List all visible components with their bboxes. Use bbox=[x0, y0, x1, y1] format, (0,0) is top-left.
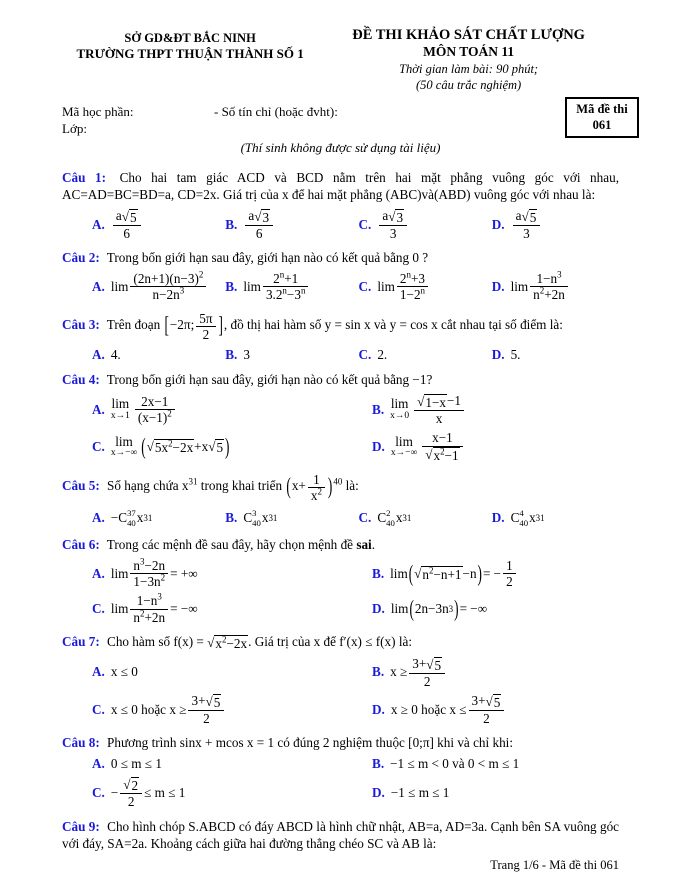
question-text: Trong các mệnh đề sau đây, hãy chọn mệnh đề sai. bbox=[106, 536, 376, 552]
option-letter: B. bbox=[372, 565, 385, 581]
option-letter: C. bbox=[358, 509, 372, 525]
option-letter: A. bbox=[92, 346, 105, 362]
option-letter: B. bbox=[372, 664, 385, 680]
option-b bbox=[225, 206, 352, 243]
option-content: 2. bbox=[377, 346, 388, 362]
option-content: a √ 3 6 bbox=[243, 208, 275, 241]
option-letter: D. bbox=[491, 346, 505, 362]
question-label: Câu 4: bbox=[62, 371, 100, 387]
options bbox=[62, 269, 619, 304]
option-letter: A. bbox=[92, 509, 105, 525]
question-label: Câu 2: bbox=[62, 250, 100, 266]
option-c bbox=[359, 269, 486, 304]
option-letter: D. bbox=[491, 216, 505, 232]
option-d bbox=[372, 774, 625, 811]
option-letter: A. bbox=[92, 278, 105, 294]
option-b bbox=[372, 391, 625, 428]
option-content: 4. bbox=[110, 346, 121, 362]
option-content: lim x→0 √ 1−x −1 x bbox=[390, 393, 466, 426]
question-text: Trên đoạn [−2π; $\frac{5\pi}{2}$ ], đồ thị hai hàm số y = sin x và y = cos x cắt nhau tại số điểm là: bbox=[106, 310, 563, 342]
option-content: −1 ≤ m < 0 và 0 < m ≤ 1 bbox=[390, 756, 520, 772]
meta-section bbox=[62, 103, 619, 138]
options bbox=[62, 345, 619, 365]
option-d bbox=[492, 269, 619, 304]
question-paragraph bbox=[62, 169, 619, 203]
option-c bbox=[359, 345, 486, 365]
option-b bbox=[372, 754, 625, 774]
option-content: lim x→1 2x−1 $(x-1)^2$ bbox=[111, 394, 177, 425]
course-code-label: Mã học phần: bbox=[62, 103, 134, 119]
option-letter: A. bbox=[92, 664, 105, 680]
options bbox=[62, 391, 619, 465]
option-letter: D. bbox=[372, 785, 385, 801]
option-d bbox=[492, 206, 619, 243]
option-c bbox=[359, 506, 486, 530]
department-name: SỞ GD&ĐT BẮC NINH bbox=[124, 31, 256, 45]
option-letter: D. bbox=[372, 701, 385, 717]
option-a bbox=[92, 654, 366, 691]
question-5 bbox=[62, 472, 619, 530]
option-letter: A. bbox=[92, 756, 105, 772]
question-label: Câu 8: bbox=[62, 735, 100, 751]
option-a bbox=[92, 506, 219, 530]
question-4 bbox=[62, 371, 619, 466]
questions bbox=[62, 169, 619, 858]
options bbox=[62, 754, 619, 811]
question-paragraph bbox=[62, 536, 619, 553]
option-content: x ≤ 0 bbox=[110, 664, 138, 680]
school-name: TRƯỜNG THPT THUẬN THÀNH SỐ 1 bbox=[76, 46, 304, 62]
question-count-note: (50 câu trắc nghiệm) bbox=[416, 78, 522, 93]
option-content: C 4 40 x 31 bbox=[510, 507, 545, 528]
option-letter: C. bbox=[358, 346, 372, 362]
option-letter: C. bbox=[358, 216, 372, 232]
option-content: lim x→−∞ ( √ $5x^2-2x$ +x √ 5 ) bbox=[110, 432, 230, 460]
question-label: Câu 1: bbox=[62, 169, 106, 185]
option-c bbox=[92, 428, 366, 465]
option-content: C 2 40 x 31 bbox=[377, 507, 412, 528]
option-content: − √ 2 2 ≤ m ≤ 1 bbox=[110, 777, 186, 810]
option-b bbox=[225, 345, 352, 365]
option-d bbox=[492, 345, 619, 365]
question-label: Câu 3: bbox=[62, 317, 100, 333]
option-letter: C. bbox=[92, 701, 105, 717]
options bbox=[62, 206, 619, 243]
option-letter: D. bbox=[491, 278, 505, 294]
option-a bbox=[92, 269, 219, 304]
question-6 bbox=[62, 536, 619, 627]
option-c bbox=[92, 774, 366, 811]
exam-title: ĐỀ THI KHẢO SÁT CHẤT LƯỢNG bbox=[352, 27, 585, 43]
option-content: 3 bbox=[243, 346, 250, 362]
option-letter: C. bbox=[92, 785, 105, 801]
question-paragraph bbox=[62, 249, 619, 266]
option-d bbox=[372, 591, 625, 626]
option-letter: B. bbox=[225, 278, 238, 294]
issuing-department bbox=[62, 26, 318, 94]
option-content: −1 ≤ m ≤ 1 bbox=[390, 785, 450, 801]
option-a bbox=[92, 206, 219, 243]
question-3 bbox=[62, 311, 619, 365]
credits-label: - Số tín chỉ (hoặc đvht): bbox=[214, 103, 338, 119]
exam-title-block bbox=[318, 26, 619, 94]
option-content: lim $(2n+1)(n-3)^2$ $n-2n^3$ bbox=[111, 271, 209, 302]
question-text: Phương trình sinx + mcos x = 1 có đúng 2 nghiệm thuộc [0;π] khi và chỉ khi: bbox=[107, 735, 513, 751]
option-letter: B. bbox=[225, 509, 238, 525]
option-a bbox=[92, 345, 219, 365]
option-content: 5. bbox=[510, 346, 521, 362]
option-content: lim $1-n^3$ $n^2+2n$ = −∞ bbox=[110, 592, 198, 625]
duration-note: Thời gian làm bài: 90 phút; bbox=[399, 62, 539, 76]
question-paragraph bbox=[62, 734, 619, 751]
option-b bbox=[372, 654, 625, 691]
question-text: Cho hai tam giác ACD và BCD nằm trên hai mặt phẳng vuông góc với nhau, AC=AD=BC=BD=a, CD=2x. Giá trị của x để hai mặt phẳng (ABC)và(ABD) vuông góc với nhau là: bbox=[62, 169, 619, 202]
question-2 bbox=[62, 249, 619, 305]
option-letter: A. bbox=[92, 565, 105, 581]
exam-code-label: Mã đề thi bbox=[576, 102, 628, 116]
options bbox=[62, 506, 619, 530]
option-letter: C. bbox=[92, 438, 105, 454]
option-d bbox=[372, 428, 625, 465]
option-content: 0 ≤ m ≤ 1 bbox=[110, 756, 162, 772]
option-content: C 3 40 x 31 bbox=[243, 507, 278, 528]
exam-code-value: 061 bbox=[592, 118, 612, 133]
question-label: Câu 6: bbox=[62, 536, 100, 552]
exam-code-box bbox=[565, 97, 639, 138]
option-letter: C. bbox=[358, 278, 372, 294]
question-paragraph bbox=[62, 818, 619, 852]
question-text: Trong bốn giới hạn sau đây, giới hạn nào có kết quả bằng −1? bbox=[106, 371, 433, 387]
option-content: x ≥ 0 hoặc x ≤ 3+ √ 5 2 bbox=[391, 693, 507, 726]
header bbox=[62, 26, 619, 94]
question-label: Câu 9: bbox=[62, 818, 100, 834]
footer bbox=[62, 858, 619, 873]
option-letter: B. bbox=[372, 756, 385, 772]
class-label: Lớp: bbox=[62, 121, 87, 137]
question-text: Cho hình chóp S.ABCD có đáy ABCD là hình chữ nhật, AB=a, AD=3a. Cạnh bên SA vuông góc với đáy, SA=2a. Khoảng cách giữa hai đường thẳng chéo SC và AB là: bbox=[62, 818, 620, 851]
option-letter: A. bbox=[92, 401, 105, 417]
option-c bbox=[359, 206, 486, 243]
option-letter: D. bbox=[372, 601, 385, 617]
option-d bbox=[372, 691, 625, 728]
question-text: Trong bốn giới hạn sau đây, giới hạn nào có kết quả bằng 0 ? bbox=[106, 250, 429, 266]
page-info: Trang 1/6 - Mã đề thi 061 bbox=[490, 857, 619, 872]
option-letter: C. bbox=[92, 601, 105, 617]
question-paragraph bbox=[62, 371, 619, 388]
question-label: Câu 7: bbox=[62, 633, 100, 649]
option-content: a √ 5 3 bbox=[511, 208, 543, 241]
question-7 bbox=[62, 633, 619, 728]
option-content: −C 37 40 x 31 bbox=[110, 507, 153, 528]
option-content: lim $n^3-2n$ $1-3n^2$ = +∞ bbox=[110, 556, 198, 590]
option-letter: B. bbox=[372, 401, 385, 417]
option-content: lim $1-n^3$ $n^2+2n$ bbox=[511, 271, 570, 302]
option-c bbox=[92, 591, 366, 626]
options bbox=[62, 654, 619, 728]
question-text: Cho hàm số f(x) = √ $x^2-2x$ . Giá trị của x để f′(x) ≤ f(x) là: bbox=[107, 633, 413, 651]
question-paragraph bbox=[62, 472, 619, 503]
question-8 bbox=[62, 734, 619, 811]
option-content: x ≤ 0 hoặc x ≥ 3+ √ 5 2 bbox=[111, 693, 227, 726]
option-content: x ≥ 3+ √ 5 2 bbox=[390, 656, 447, 689]
question-paragraph bbox=[62, 633, 619, 651]
option-letter: B. bbox=[225, 216, 238, 232]
option-content: a √ 5 6 bbox=[111, 208, 143, 241]
question-9 bbox=[62, 818, 619, 852]
option-b bbox=[372, 556, 625, 591]
no-materials-notice: (Thí sinh không được sử dụng tài liệu) bbox=[240, 139, 441, 155]
option-content: a √ 3 3 bbox=[377, 208, 409, 241]
option-content: lim ( 2n−3n 3 ) = −∞ bbox=[390, 595, 488, 622]
option-letter: D. bbox=[491, 509, 505, 525]
option-a bbox=[92, 754, 366, 774]
course-line bbox=[62, 103, 619, 121]
option-content: lim ( √ $n^2-n+1$ −n ) = − 1 2 bbox=[390, 558, 518, 589]
option-a bbox=[92, 391, 366, 428]
option-letter: D. bbox=[372, 438, 385, 454]
option-content: lim x→−∞ x−1 √ $x^2-1$ bbox=[391, 430, 465, 463]
option-a bbox=[92, 556, 366, 591]
option-c bbox=[92, 691, 366, 728]
option-content: lim $2^n+1$ $3.2^n-3^n$ bbox=[243, 271, 310, 302]
option-letter: B. bbox=[225, 346, 238, 362]
option-content: lim $2^n+3$ $1-2^n$ bbox=[377, 271, 430, 302]
option-b bbox=[225, 269, 352, 304]
question-text: Số hạng chứa $x^{31}$ trong khai triển (x+ $\frac{1}{x^2}$ )$^{40}$ là: bbox=[107, 471, 359, 503]
option-letter: A. bbox=[92, 216, 105, 232]
option-b bbox=[225, 506, 352, 530]
question-label: Câu 5: bbox=[62, 478, 100, 494]
options bbox=[62, 556, 619, 627]
question-paragraph bbox=[62, 311, 619, 342]
subject-title: MÔN TOÁN 11 bbox=[423, 44, 515, 60]
question-1 bbox=[62, 169, 619, 244]
option-d bbox=[492, 506, 619, 530]
